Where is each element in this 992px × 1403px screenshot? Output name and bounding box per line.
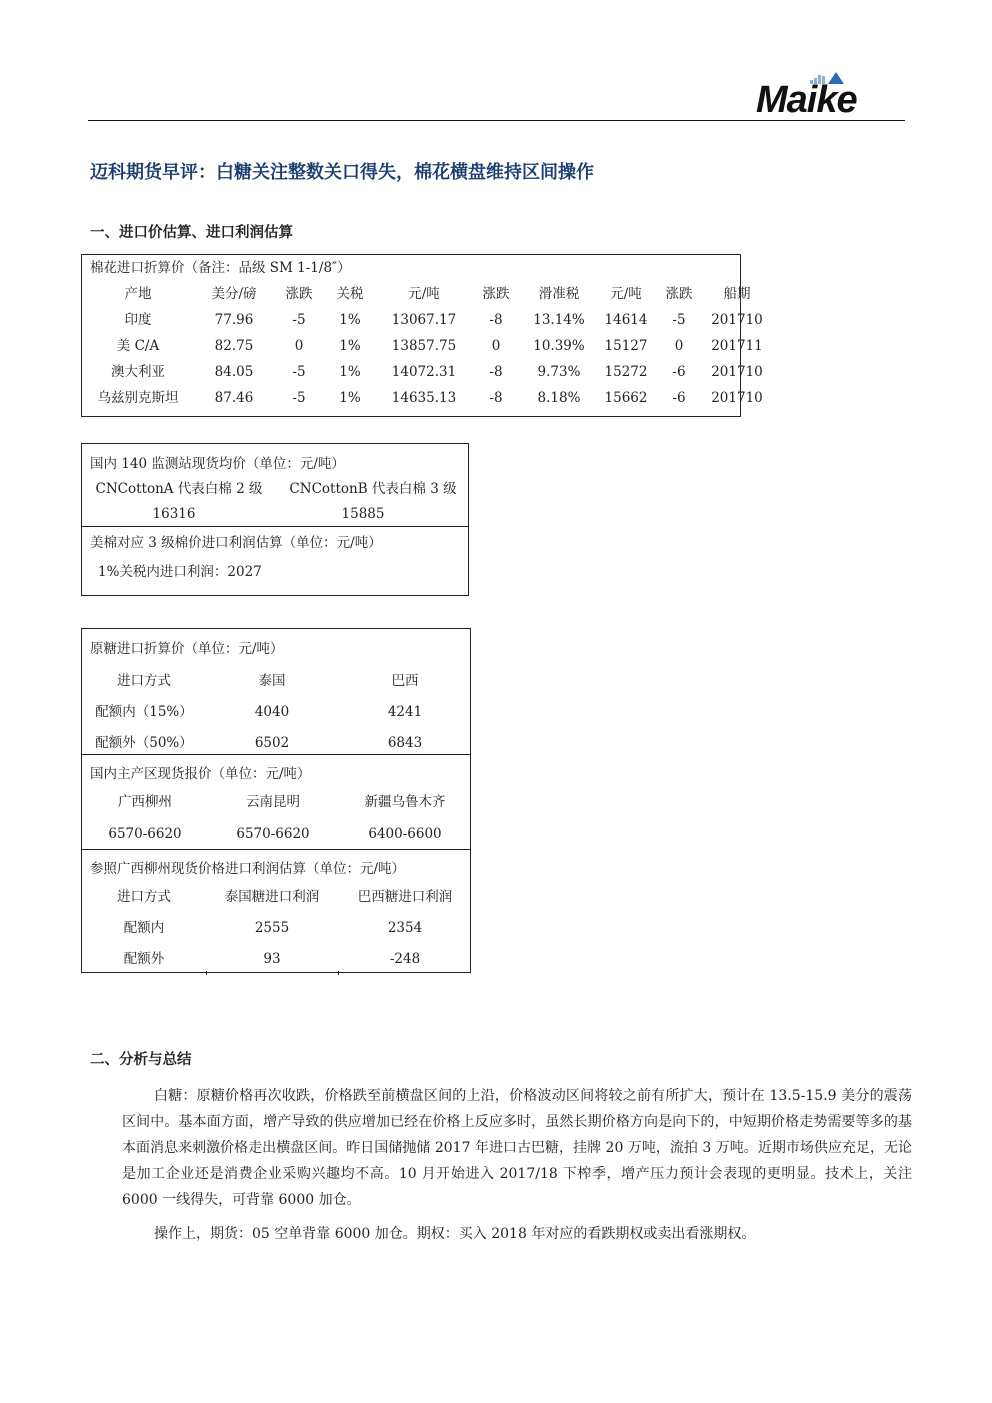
cotton-import-column-header: 元/吨 (408, 286, 440, 302)
cotton-import-cell: 84.05 (214, 364, 254, 380)
cotton-import-column-header: 关税 (336, 286, 364, 302)
cotton-import-column-header: 涨跌 (482, 286, 510, 302)
cotton-import-cell: 9.73% (537, 364, 581, 380)
sugar-spot-yunnan: 6570-6620 (236, 826, 310, 842)
sugar-import-row (82, 728, 470, 754)
cotton-import-cell: 1% (339, 312, 361, 328)
cotton-a-label: CNCottonA 代表白棉 2 级 (95, 481, 263, 497)
cotton-import-cell: 201710 (711, 364, 763, 380)
sugar-profit-col-thailand: 泰国糖进口利润 (224, 889, 320, 905)
cotton-import-row (82, 333, 763, 359)
column-tick (338, 971, 339, 975)
cotton-b-label: CNCottonB 代表白棉 3 级 (289, 481, 457, 497)
cotton-import-cell: 0 (674, 338, 684, 354)
sugar-spot-guangxi: 6570-6620 (108, 826, 182, 842)
cotton-import-cell: 13.14% (533, 312, 585, 328)
cotton-import-cell: -5 (292, 390, 306, 406)
sugar-profit-brazil: 2354 (387, 920, 423, 936)
cotton-import-cell: -6 (672, 364, 686, 380)
sugar-import-brazil: 6843 (387, 735, 423, 751)
cotton-import-cell: 201710 (711, 312, 763, 328)
cotton-import-column-header: 涨跌 (665, 286, 693, 302)
sugar-table (81, 628, 471, 973)
cotton-import-column-header: 产地 (124, 286, 152, 302)
sugar-profit-col-brazil: 巴西糖进口利润 (357, 889, 453, 905)
sugar-profit-method: 配额外 (123, 951, 165, 967)
sugar-spot-col-guangxi: 广西柳州 (118, 794, 172, 810)
sugar-spot-col-yunnan: 云南昆明 (246, 794, 300, 810)
cotton-import-cell: 201710 (711, 390, 763, 406)
sugar-profit-brazil: -248 (389, 951, 421, 967)
cotton-import-cell: 77.96 (214, 312, 254, 328)
sugar-import-col-method: 进口方式 (117, 673, 171, 689)
sugar-import-col-thailand: 泰国 (258, 673, 286, 689)
cotton-import-cell: 13067.17 (391, 312, 457, 328)
sugar-import-brazil: 4241 (387, 704, 423, 720)
cotton-import-cell: 15662 (604, 390, 648, 406)
cotton-import-cell: 乌兹别克斯坦 (97, 390, 179, 406)
cotton-import-cell: 87.46 (214, 390, 254, 406)
cotton-domestic-table (81, 443, 469, 596)
cotton-import-row (82, 385, 763, 411)
cotton-import-cell: -8 (489, 390, 503, 406)
cotton-import-cell: 201711 (711, 338, 763, 354)
sugar-profit-caption: 参照广西柳州现货价格进口利润估算（单位：元/吨） (90, 861, 406, 877)
sugar-profit-row (82, 913, 470, 944)
cotton-import-caption: 棉花进口折算价（备注：品级 SM 1-1/8″） (90, 260, 351, 276)
cotton-import-cell: 1% (339, 364, 361, 380)
sugar-import-section (82, 629, 470, 754)
sugar-profit-section (82, 849, 470, 974)
cotton-import-column-header: 船期 (723, 286, 751, 302)
cotton-import-column-header: 元/吨 (610, 286, 642, 302)
cotton-import-cell: 10.39% (533, 338, 585, 354)
sugar-profit-header-row (82, 882, 470, 913)
cotton-profit-caption: 美棉对应 3 级棉价进口利润估算（单位：元/吨） (90, 535, 382, 551)
cotton-import-cell: -5 (292, 312, 306, 328)
analysis-paragraph: 白糖：原糖价格再次收跌，价格跌至前横盘区间的上沿，价格波动区间将较之前有所扩大，预计在 13.5-15.9 美分的震荡区间中。基本面方面，增产导致的供应增加已经在价格上反应多时，虽然长期价格方向是向下的，中短期价格走势需要等多的基本面消息来刺激价格走出横盘区间。昨日国储抛储 2017 年进口古巴糖，挂牌 20 万吨，流拍 3 万吨。近期市场供应充足，无论是加工企业还是消费企业采购兴趣均不高。10 月开始进入 2017/18 下榨季，增产压力预计会表现的更明显。技术上，关注 6000 一线得失，可背靠 6000 加仓。 (122, 1088, 912, 1208)
sugar-profit-col-method: 进口方式 (117, 889, 171, 905)
cotton-import-cell: 印度 (124, 312, 152, 328)
cotton-import-cell: 1% (339, 390, 361, 406)
sugar-import-thailand: 4040 (254, 704, 290, 720)
cotton-import-cell: 美 C/A (116, 338, 160, 354)
cotton-import-cell: 13857.75 (391, 338, 457, 354)
column-tick (206, 971, 207, 975)
sugar-spot-caption: 国内主产区现货报价（单位：元/吨） (90, 766, 311, 782)
sugar-spot-section (82, 754, 470, 849)
sugar-profit-thailand: 93 (263, 951, 281, 967)
cotton-import-row (82, 359, 763, 385)
sugar-spot-value-row (82, 818, 470, 848)
cotton-import-cell: 0 (294, 338, 304, 354)
cotton-a-value: 16316 (152, 506, 196, 522)
cotton-import-cell: -5 (672, 312, 686, 328)
sugar-import-col-brazil: 巴西 (391, 673, 419, 689)
sugar-import-row (82, 697, 470, 728)
cotton-import-cell: 14614 (604, 312, 648, 328)
cotton-import-cell: 0 (491, 338, 501, 354)
sugar-profit-row (82, 944, 470, 972)
cotton-import-cell: -8 (489, 364, 503, 380)
cotton-import-cell: -6 (672, 390, 686, 406)
page-title: 迈科期货早评：白糖关注整数关口得失，棉花横盘维持区间操作 (90, 162, 594, 183)
cotton-domestic-caption: 国内 140 监测站现货均价（单位：元/吨） (90, 456, 345, 472)
cotton-domestic-value-row (82, 502, 468, 526)
sugar-spot-xinjiang: 6400-6600 (368, 826, 442, 842)
cotton-import-table (81, 254, 763, 417)
operation-paragraph: 操作上，期货：05 空单背靠 6000 加仓。期权：买入 2018 年对应的看跌期权或卖出看涨期权。 (154, 1226, 756, 1242)
cotton-import-cell: 14635.13 (391, 390, 457, 406)
sugar-import-method: 配额内（15%） (95, 704, 193, 720)
cotton-import-column-header: 滑准税 (538, 286, 580, 302)
sugar-spot-col-xinjiang: 新疆乌鲁木齐 (364, 794, 446, 810)
section-heading-import: 一、进口价估算、进口利润估算 (90, 225, 293, 241)
sugar-profit-method: 配额内 (123, 920, 165, 936)
cotton-import-header-row (82, 281, 751, 307)
sugar-import-header-row (82, 666, 470, 697)
sugar-profit-thailand: 2555 (254, 920, 290, 936)
section-heading-analysis: 二、分析与总结 (90, 1052, 192, 1068)
sugar-spot-header-row (82, 787, 470, 818)
cotton-b-value: 15885 (341, 506, 385, 522)
sugar-import-thailand: 6502 (254, 735, 290, 751)
cotton-import-cell: -5 (292, 364, 306, 380)
cotton-import-cell: -8 (489, 312, 503, 328)
cotton-import-cell: 82.75 (214, 338, 254, 354)
cotton-import-cell: 15272 (604, 364, 648, 380)
cotton-profit-section (82, 526, 468, 597)
sugar-import-method: 配额外（50%） (95, 735, 193, 751)
cotton-import-cell: 1% (339, 338, 361, 354)
cotton-import-cell: 15127 (604, 338, 648, 354)
logo-text: Maike (756, 79, 857, 120)
sugar-import-caption: 原糖进口折算价（单位：元/吨） (90, 641, 284, 657)
cotton-profit-text: 1%关税内进口利润：2027 (98, 564, 262, 580)
cotton-domestic-label-row (82, 476, 468, 502)
cotton-import-row (82, 307, 763, 333)
cotton-import-cell: 8.18% (537, 390, 581, 406)
header-rule (88, 120, 905, 121)
cotton-import-column-header: 美分/磅 (211, 286, 257, 302)
maike-logo (752, 70, 892, 120)
cotton-import-column-header: 涨跌 (285, 286, 313, 302)
cotton-import-cell: 澳大利亚 (111, 364, 165, 380)
cotton-import-cell: 14072.31 (391, 364, 457, 380)
